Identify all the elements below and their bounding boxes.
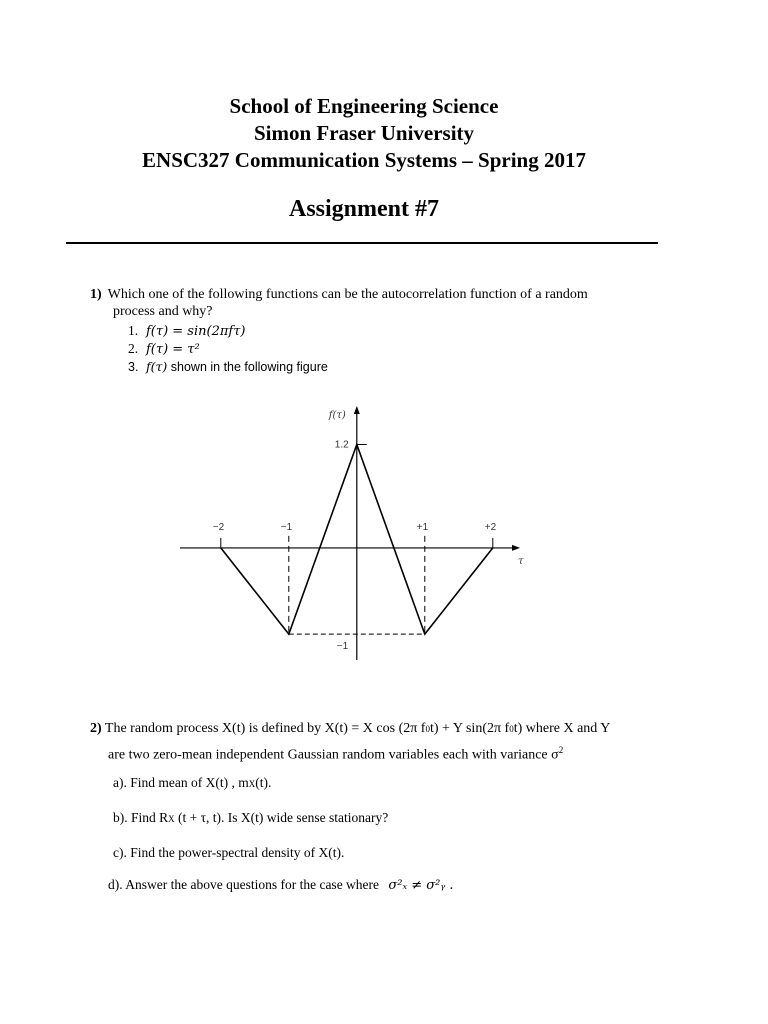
y-axis-label: f(τ) (328, 410, 346, 421)
part-a-post: (t). (255, 775, 272, 790)
question-1-text-continued: process and why? (113, 304, 213, 319)
question-2-number: 2) (90, 721, 102, 736)
part-a-pre: a). Find mean of X(t) , m (113, 775, 249, 790)
part-a-sub: X (248, 779, 256, 789)
part-b-sub: X (168, 814, 175, 824)
tick-label: −2 (212, 521, 225, 533)
part-a (113, 775, 271, 791)
question-2-line-2-sup: 2 (558, 745, 564, 755)
tick-label: +2 (484, 521, 497, 533)
option-3-number: 3. (128, 360, 139, 374)
peak-label: 1.2 (334, 439, 349, 451)
question-2-line-2-text: are two zero-mean independent Gaussian random variables each with variance σ (108, 747, 559, 763)
y-axis-arrow (354, 406, 360, 414)
question-1-text: Which one of the following functions can be the autocorrelation function of a random (107, 287, 588, 302)
question-1 (90, 286, 662, 304)
part-d-expression: σ²ₓ ≠ σ²ᵧ . (388, 878, 454, 893)
part-b-pre: b). Find R (113, 810, 169, 825)
tick-label: −1 (280, 521, 293, 533)
option-2-expression: f(τ) = τ² (146, 342, 200, 357)
option-3-expression: f(τ) (146, 359, 168, 374)
x-axis-label: τ (518, 555, 524, 567)
question-2-text-a: The random process X(t) is defined by X(t) = X cos (2π f (101, 721, 426, 736)
part-b (113, 810, 388, 826)
course-title: ENSC327 Communication Systems – Spring 2017 (142, 148, 586, 172)
question-2 (90, 720, 690, 738)
question-2-sub-0: 0 (425, 724, 430, 734)
figure-axes (180, 406, 520, 660)
option-2-number: 2. (128, 341, 139, 356)
university-name: Simon Fraser University (253, 121, 475, 145)
tick-label: +1 (416, 521, 429, 533)
question-2-text-b: t) + Y sin(2π f (429, 721, 510, 736)
question-1-number: 1) (90, 287, 102, 302)
min-label: −1 (336, 641, 349, 653)
question-2-sub-0b: 0 (509, 724, 514, 734)
option-2 (128, 341, 200, 357)
option-1 (128, 323, 245, 339)
question-2-text-c: t) where X and Y (513, 721, 611, 736)
option-1-number: 1. (128, 323, 139, 338)
question-2-line-2 (108, 745, 563, 764)
x-axis-arrow (512, 545, 520, 551)
assignment-title: Assignment #7 (288, 196, 439, 222)
part-d-pre: d). Answer the above questions for the case where (108, 877, 380, 892)
option-1-expression: f(τ) = sin(2πfτ) (146, 324, 246, 339)
school-name: School of Engineering Science (229, 94, 499, 118)
part-b-post: (t + τ, t). Is X(t) wide sense stationary? (174, 810, 389, 825)
part-c: c). Find the power-spectral density of X(t). (113, 845, 345, 860)
title-divider (66, 242, 658, 244)
option-3-text: shown in the following figure (167, 360, 328, 374)
option-3 (128, 359, 328, 374)
part-d (108, 877, 454, 893)
figure-labels (213, 410, 524, 652)
autocorrelation-figure (170, 400, 530, 670)
